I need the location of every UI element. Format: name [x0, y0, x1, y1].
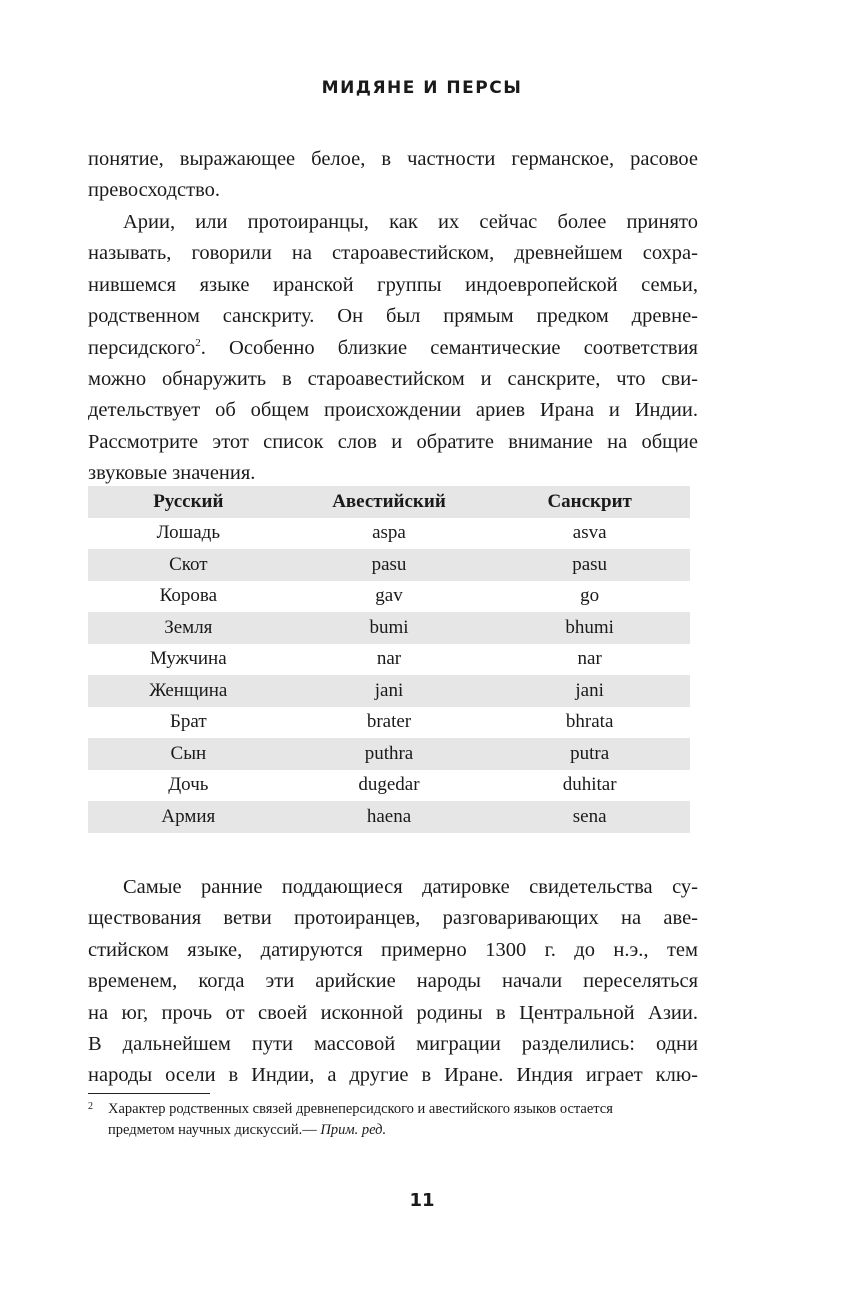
- table-cell: pasu: [371, 553, 407, 575]
- table-cell: Женщина: [149, 679, 228, 701]
- text: . Особенно близкие семантические соответствия: [200, 336, 698, 359]
- page-number: 11: [409, 1190, 435, 1211]
- paragraph-3: [88, 872, 698, 1092]
- table-cell: aspa: [372, 522, 406, 544]
- text-line: Арии, или протоиранцы, как их сейчас более принято: [123, 211, 698, 233]
- table-cell: Корова: [159, 585, 218, 607]
- text-line: звуковые значения.: [88, 462, 256, 485]
- table-row: [88, 549, 690, 581]
- table-cell: haena: [366, 805, 412, 827]
- table-cell: pasu: [572, 553, 608, 575]
- text-line: временем, когда эти арийские народы начали переселяться: [88, 970, 698, 993]
- paragraph-2: [88, 207, 698, 490]
- text-line: называть, говорили на староавестийском, древнейшем сохра-: [88, 242, 698, 265]
- table-cell: Мужчина: [150, 648, 227, 670]
- table-cell: bumi: [369, 616, 409, 638]
- footnote-line: Характер родственных связей древнеперсидского и авестийского языков остается: [108, 1101, 613, 1117]
- text-line: В дальнейшем пути массовой миграции разделились: одни: [88, 1032, 698, 1055]
- footnote-divider: [88, 1093, 210, 1094]
- table-cell: jani: [374, 679, 404, 701]
- table-row: [88, 581, 690, 613]
- paragraph-1: [88, 144, 698, 207]
- table-cell: Дочь: [168, 774, 209, 796]
- table-cell: dugedar: [358, 774, 420, 796]
- table-cell: nar: [577, 648, 602, 670]
- running-header: МИДЯНЕ И ПЕРСЫ: [321, 78, 523, 98]
- table-cell: bhumi: [565, 616, 614, 638]
- text-line: можно обнаружить в староавестийском и санскрите, что сви-: [88, 367, 698, 390]
- table-cell: jani: [575, 679, 604, 701]
- table-row: [88, 801, 690, 833]
- footnote-line: [88, 1120, 708, 1141]
- text-line: Самые ранние поддающиеся датировке свидетельства су-: [123, 876, 698, 898]
- table-cell: puthra: [364, 742, 414, 764]
- table-row: [88, 707, 690, 739]
- table-cell: duhitar: [562, 774, 617, 796]
- text-line: детельствует об общем происхождении ариев Ирана и Индии.: [88, 399, 698, 422]
- table-row: [88, 738, 690, 770]
- column-header: Авестийский: [332, 490, 446, 512]
- footnote-number: 2: [88, 1101, 93, 1112]
- table-cell: putra: [570, 742, 610, 764]
- text-line: [88, 333, 698, 364]
- table-cell: Армия: [161, 805, 216, 827]
- table-cell: go: [580, 585, 600, 607]
- text-line: ществования ветви протоиранцев, разговаривающих на аве-: [88, 907, 698, 930]
- word-comparison-table: [88, 486, 690, 833]
- table-cell: Скот: [169, 553, 208, 575]
- table-cell: sena: [572, 805, 607, 827]
- text-line: стийском языке, датируются примерно 1300 г. до н.э., тем: [88, 938, 698, 961]
- editor-note: Прим. ред.: [320, 1122, 387, 1138]
- table-cell: brater: [366, 711, 412, 733]
- table-cell: asva: [572, 522, 607, 544]
- table-row: [88, 770, 690, 802]
- text-line: народы осели в Индии, а другие в Иране. Индия играет клю-: [88, 1064, 698, 1087]
- table-cell: Лошадь: [156, 522, 220, 544]
- text: персидского: [88, 336, 196, 359]
- table-row: [88, 518, 690, 550]
- footnote: [88, 1099, 708, 1141]
- table-header-row: [88, 486, 690, 518]
- column-header: Санскрит: [547, 490, 632, 512]
- table-cell: Брат: [170, 711, 207, 733]
- column-header: Русский: [153, 490, 224, 512]
- table-cell: bhrata: [565, 711, 614, 733]
- text-line: нившемся языке иранской группы индоевропейской семьи,: [88, 273, 698, 296]
- table-row: [88, 644, 690, 676]
- text-line: на юг, прочь от своей исконной родины в Центральной Азии.: [88, 1001, 698, 1024]
- table-row: [88, 675, 690, 707]
- table-cell: Земля: [164, 616, 213, 638]
- table-cell: Сын: [170, 742, 207, 764]
- table-cell: nar: [376, 648, 402, 670]
- text-line: Рассмотрите этот список слов и обратите внимание на общие: [88, 430, 698, 453]
- footnote-text: предметом научных дискуссий.—: [108, 1122, 321, 1138]
- footnote-ref[interactable]: 2: [195, 336, 201, 349]
- text-line: понятие, выражающее белое, в частности германское, расовое: [88, 148, 698, 170]
- table-row: [88, 612, 690, 644]
- text-line: родственном санскриту. Он был прямым предком древне-: [88, 305, 698, 328]
- text-line: превосходство.: [88, 179, 220, 202]
- table-cell: gav: [375, 585, 403, 607]
